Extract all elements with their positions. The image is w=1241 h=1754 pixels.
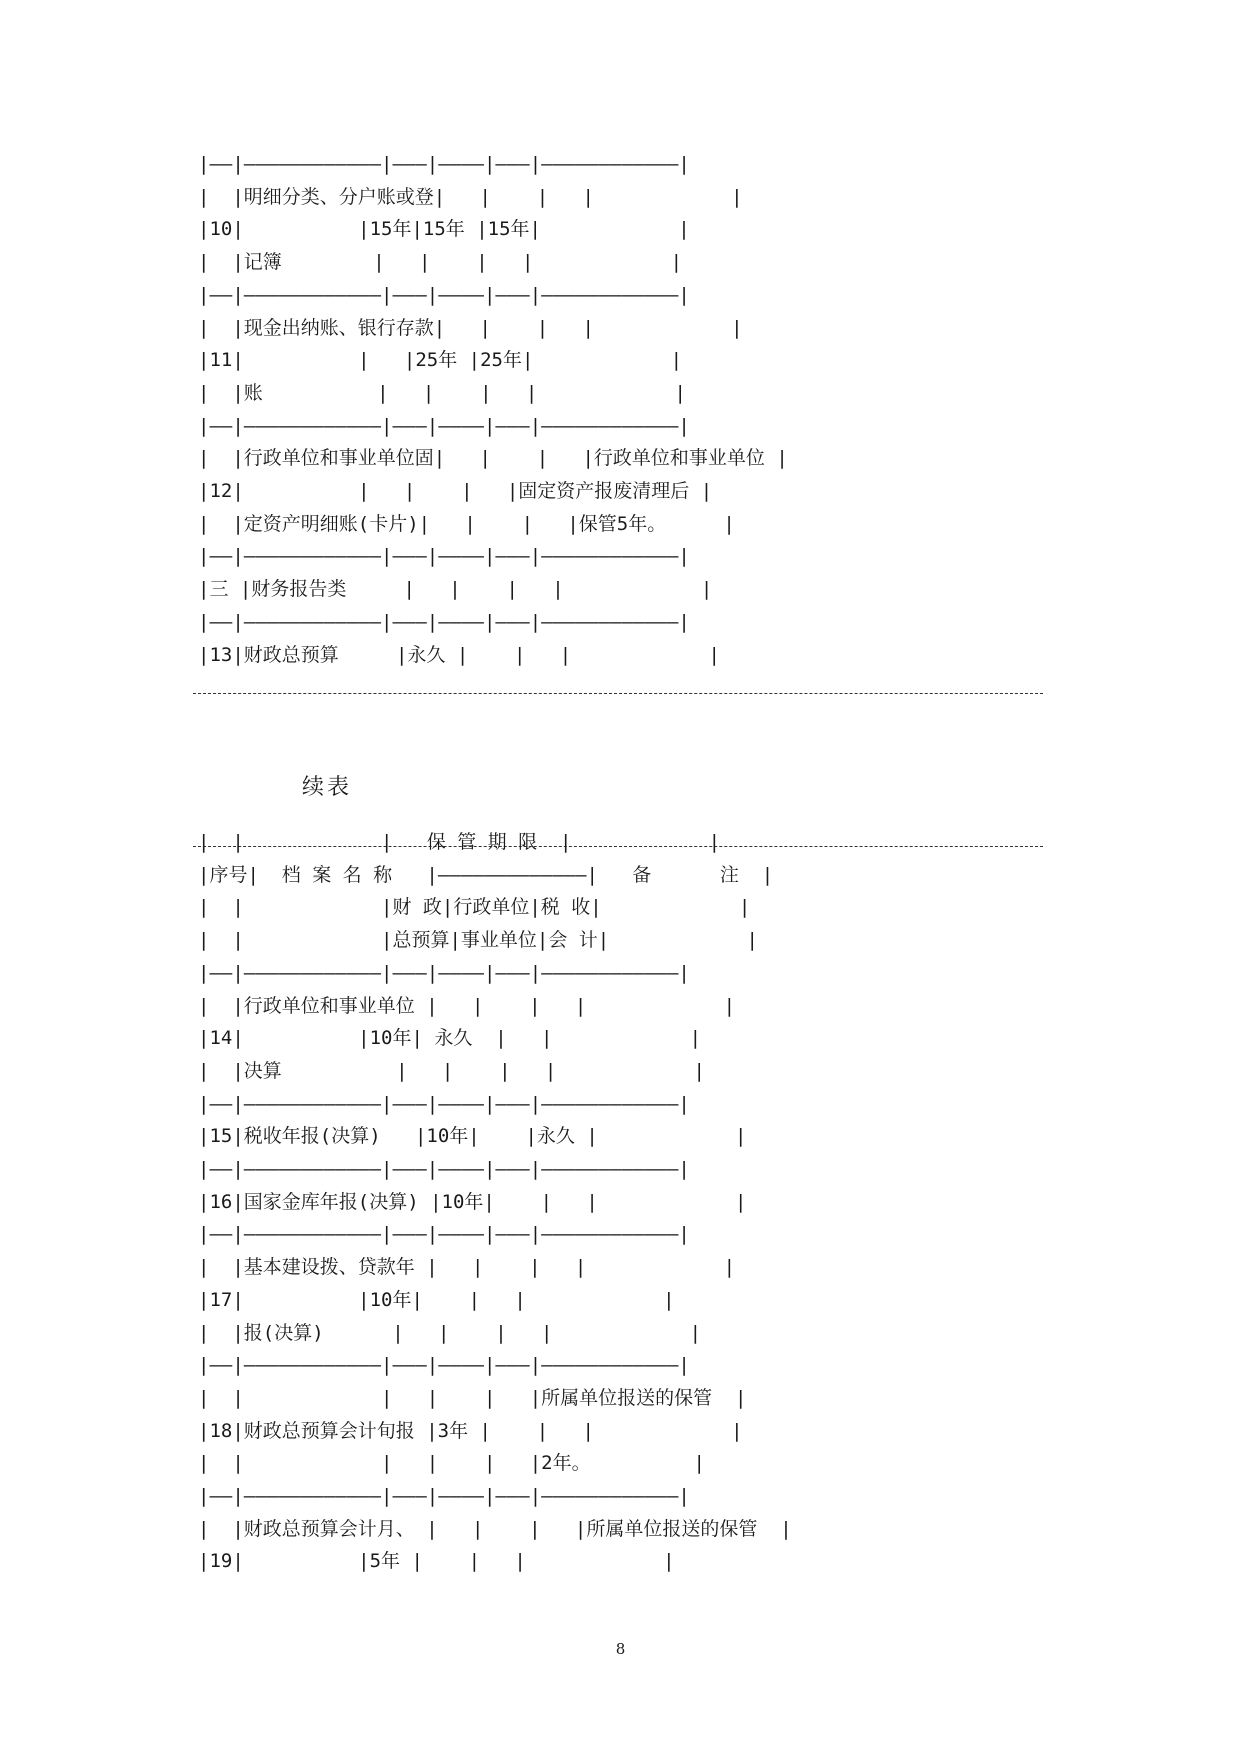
table2-row-line: | |决算 | | | | | [198, 1059, 705, 1082]
table2-row-line: |16|国家金库年报(决算) |10年| | | | [198, 1190, 747, 1213]
table2-row-line: |19| |5年 | | | | [198, 1550, 675, 1573]
table1-row-line: |13|财政总预算 |永久 | | | | [198, 643, 720, 666]
table2-row-line: |——|————————————|———|————|———|————————————| [198, 1092, 690, 1115]
table1-row-line: | |行政单位和事业单位固| | | |行政单位和事业单位 | [198, 447, 788, 470]
table2-row-line: |14| |10年| 永久 | | | [198, 1027, 702, 1050]
table2-row-line: |——|————————————|———|————|———|————————————| [198, 961, 690, 984]
table2-row-line: | |报(决算) | | | | | [198, 1321, 702, 1344]
archive-table-part-2 [198, 826, 792, 1578]
table2-row-line: |——|————————————|———|————|———|————————————| [198, 1354, 690, 1377]
table2-row-line: |——|————————————|———|————|———|————————————| [198, 1223, 690, 1246]
table2-row-line: | | | | | |所属单位报送的保管 | [198, 1386, 747, 1409]
table2-row-line: |17| |10年| | | | [198, 1288, 675, 1311]
table2-row-line: | |财政总预算会计月、 | | | |所属单位报送的保管 | [198, 1517, 792, 1540]
table2-row-line: | |基本建设拨、贷款年 | | | | | [198, 1256, 736, 1279]
page-number: 8 [615, 1640, 626, 1658]
table1-row-line: |11| | |25年 |25年| | [198, 349, 683, 372]
table1-row-line: | |明细分类、分户账或登| | | | | [198, 185, 743, 208]
table1-row-line: |三 |财务报告类 | | | | | [198, 578, 713, 601]
table-bottom-rule [193, 693, 1043, 694]
continued-table-label: 续表 [302, 775, 353, 800]
table1-row-line: | |定资产明细账(卡片)| | | |保管5年。 | [198, 512, 735, 535]
table2-row-line: |15|税收年报(决算) |10年| |永久 | | [198, 1125, 747, 1148]
table2-row-line: | | |财 政|行政单位|税 收| | [198, 896, 751, 919]
table2-row-line: |序号| 档 案 名 称 |—————————————| 备 注 | [198, 863, 774, 886]
table2-row-line: | | | 保 管 期 限 | | [198, 831, 721, 853]
table1-row-line: |——|————————————|———|————|———|————————————| [198, 153, 690, 175]
table1-row-line: | |记簿 | | | | | [198, 251, 683, 274]
table2-row-line: | | |总预算|事业单位|会 计| | [198, 929, 758, 952]
table2-row-line: | |行政单位和事业单位 | | | | | [198, 994, 736, 1017]
table2-row-line: |——|————————————|———|————|———|————————————| [198, 1158, 690, 1181]
table1-row-line: |——|————————————|———|————|———|————————————| [198, 545, 690, 568]
table1-row-line: |12| | | | |固定资产报废清理后 | [198, 480, 713, 503]
table2-row-line: | | | | | |2年。 | [198, 1452, 705, 1475]
table1-row-line: |10| |15年|15年 |15年| | [198, 218, 690, 241]
table1-row-line: |——|————————————|———|————|———|————————————| [198, 414, 690, 437]
table1-row-line: |——|————————————|———|————|———|————————————| [198, 610, 690, 633]
table1-row-line: | |账 | | | | | [198, 381, 686, 404]
table2-row-line: |——|————————————|———|————|———|————————————| [198, 1485, 690, 1508]
archive-table-part-1 [198, 148, 788, 671]
table1-row-line: |——|————————————|———|————|———|————————————| [198, 283, 690, 306]
table2-row-line: |18|财政总预算会计旬报 |3年 | | | | [198, 1419, 743, 1442]
table1-row-line: | |现金出纳账、银行存款| | | | | [198, 316, 743, 339]
